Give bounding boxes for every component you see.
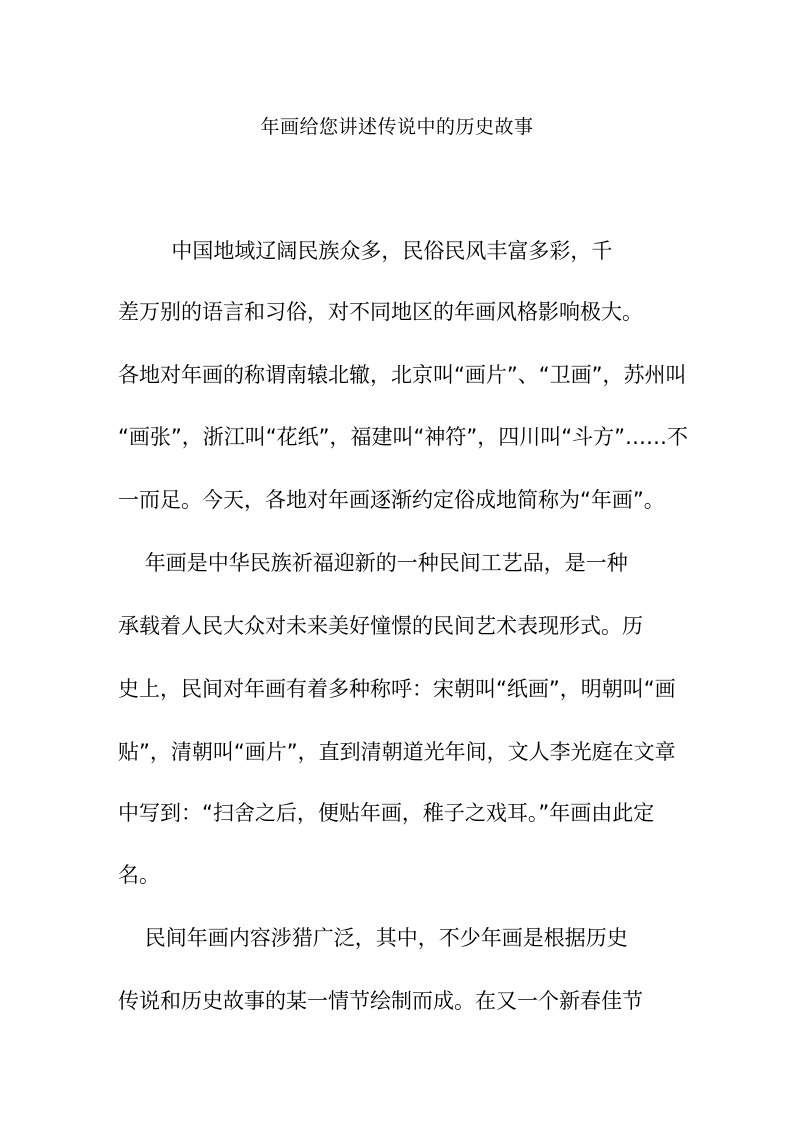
body-line: 中国地域辽阔民族众多，民俗民风丰富多彩，千 xyxy=(118,239,613,263)
body-line: 各地对年画的称谓南辕北辙，北京叫“画片”、“卫画”，苏州叫 xyxy=(118,363,687,387)
body-line: “画张”，浙江叫“花纸”，福建叫“神符”，四川叫“斗方”……不 xyxy=(118,425,689,449)
body-line: 承载着人民大众对未来美好憧憬的民间艺术表现形式。历 xyxy=(118,614,643,638)
body-line: 民间年画内容涉猎广泛，其中，不少年画是根据历史 xyxy=(118,926,628,950)
document-title: 年画给您讲述传说中的历史故事 xyxy=(260,116,534,138)
body-line: 差万别的语言和习俗，对不同地区的年画风格影响极大。 xyxy=(118,300,643,324)
body-line: 一而足。今天，各地对年画逐渐约定俗成地简称为“年画”。 xyxy=(118,488,665,512)
body-line: 年画是中华民族祈福迎新的一种民间工艺品，是一种 xyxy=(118,551,628,575)
body-line: 名。 xyxy=(118,863,160,887)
body-line: 传说和历史故事的某一情节绘制而成。在又一个新春佳节 xyxy=(118,989,643,1013)
body-line: 中写到：“扫舍之后，便贴年画，稚子之戏耳。”年画由此定 xyxy=(118,801,655,825)
body-line: 史上，民间对年画有着多种称呼：宋朝叫“纸画”，明朝叫“画 xyxy=(118,677,676,701)
body-line: 贴”，清朝叫“画片”，直到清朝道光年间，文人李光庭在文章 xyxy=(118,740,676,764)
